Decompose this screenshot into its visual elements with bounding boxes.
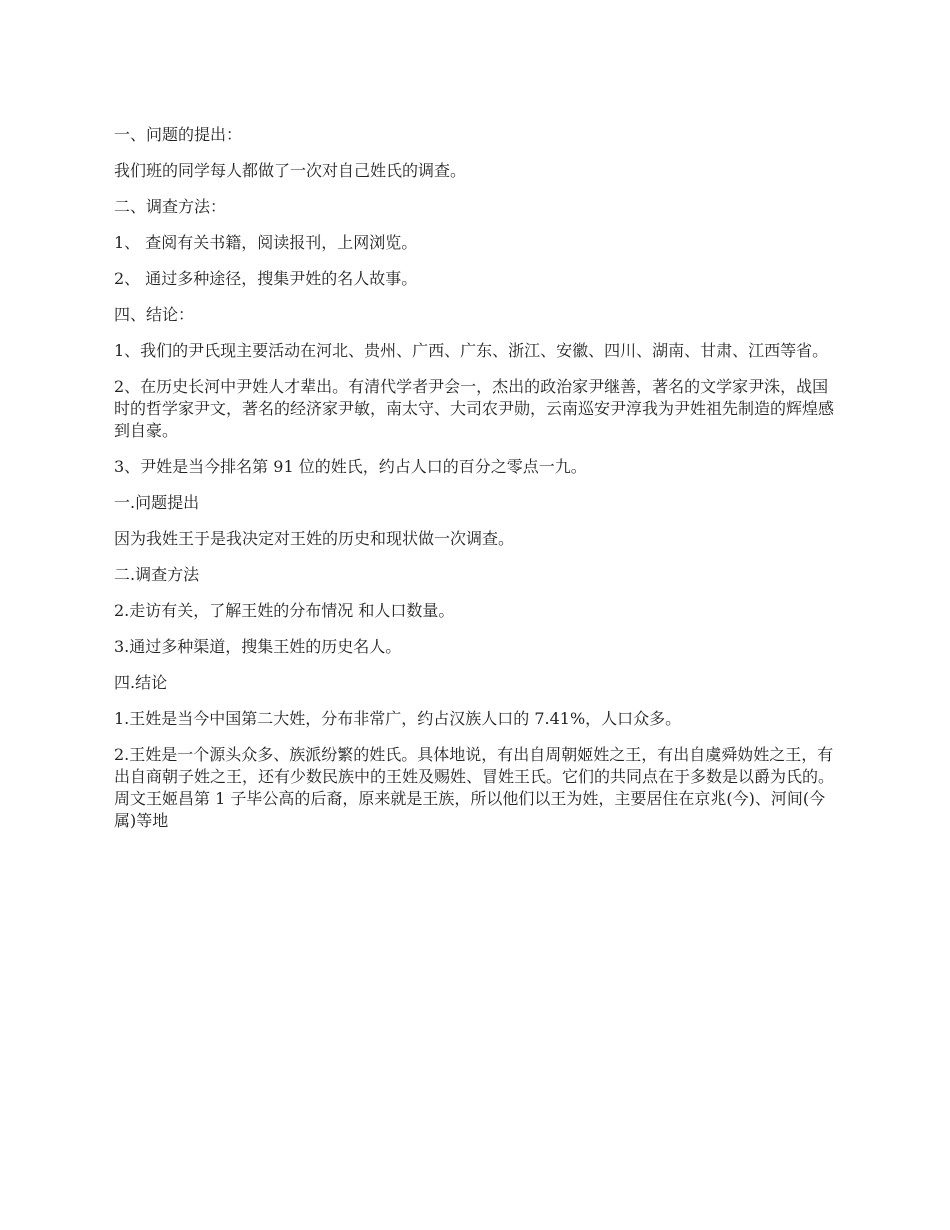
paragraph: 我们班的同学每人都做了一次对自己姓氏的调查。	[114, 161, 467, 180]
heading-question: 一.问题提出	[114, 493, 200, 512]
list-item: 3、尹姓是当今排名第 91 位的姓氏，约占人口的百分之零点一九。	[114, 457, 587, 476]
list-item: 1、我们的尹氏现主要活动在河北、贵州、广西、广东、浙江、安徽、四川、湖南、甘肃、江西等省。	[114, 341, 829, 360]
list-item: 2、在历史长河中尹姓人才辈出。有清代学者尹会一，杰出的政治家尹继善，著名的文学家尹洙，战国时的哲学家尹文，著名的经济家尹敏，南太守、大司农尹勋，云南巡安尹淳我为尹姓祖先制造的辉煌感到自豪。	[114, 377, 835, 440]
list-item: 2.走访有关，了解王姓的分布情况 和人口数量。	[114, 601, 455, 620]
list-item: 1.王姓是当今中国第二大姓，分布非常广，约占汉族人口的 7.41%，人口众多。	[114, 709, 682, 728]
paragraph: 因为我姓王于是我决定对王姓的历史和现状做一次调查。	[114, 529, 515, 548]
list-item: 2、 通过多种途径，搜集尹姓的名人故事。	[114, 269, 418, 288]
heading-question: 一、问题的提出：	[114, 125, 243, 144]
heading-conclusion: 四、结论：	[114, 305, 195, 324]
heading-method: 二、调查方法：	[114, 197, 227, 216]
heading-conclusion: 四.结论	[114, 673, 168, 692]
list-item: 2.王姓是一个源头众多、族派纷繁的姓氏。具体地说，有出自周朝姬姓之王，有出自虞舜妫姓之王，有出自商朝子姓之王，还有少数民族中的王姓及赐姓、冒姓王氏。它们的共同点在于多数是以爵为氏的。 周文王姬昌第 1 子毕公高的后裔，原来就是王族，所以他们以王为姓，主要居住在京兆(今)、河间(今属)等地	[114, 745, 835, 830]
heading-method: 二.调查方法	[114, 565, 200, 584]
list-item: 1、 查阅有关书籍，阅读报刊，上网浏览。	[114, 233, 418, 252]
list-item: 3.通过多种渠道，搜集王姓的历史名人。	[114, 637, 402, 656]
document-body	[114, 124, 844, 846]
